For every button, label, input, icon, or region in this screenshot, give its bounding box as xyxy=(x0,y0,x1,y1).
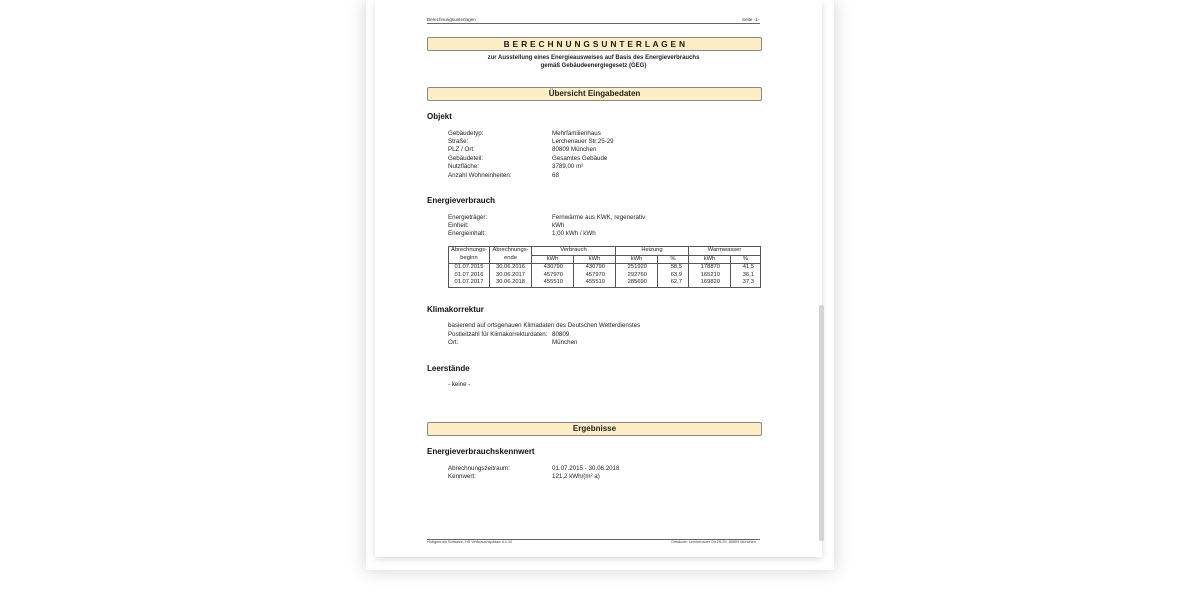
column-header: Warmwasser xyxy=(689,247,761,256)
field-value: 3789,00 m² xyxy=(552,163,584,170)
unit-cell: kWh xyxy=(574,255,616,264)
field-label: Nutzfläche: xyxy=(448,163,479,170)
field-label: Ort: xyxy=(448,339,459,346)
unit-cell: kWh xyxy=(689,255,731,264)
field-value: 68 xyxy=(552,172,559,179)
unit-cell: % xyxy=(731,255,761,264)
column-header: Verbrauch xyxy=(532,247,616,256)
table-cell: 01.07.2015 xyxy=(449,264,490,272)
field-label: Anzahl Wohneinheiten: xyxy=(448,172,512,179)
table-cell: 457970 xyxy=(574,272,616,280)
table-cell: 63,9 xyxy=(658,272,689,280)
table-cell: 430790 xyxy=(532,264,574,272)
column-header: ende xyxy=(490,255,532,264)
scrollbar-thumb[interactable] xyxy=(819,305,824,541)
field-label: Gebäudeteil: xyxy=(448,155,484,162)
subtitle-line-2: gemäß Gebäudeenergiegesetz (GEG) xyxy=(540,63,647,69)
section-objekt: Objekt xyxy=(427,112,452,121)
table-cell: 455510 xyxy=(574,279,616,287)
field-value: 80809 München xyxy=(552,146,597,153)
field-value: kWh xyxy=(552,222,565,229)
table-cell: 01.07.2017 xyxy=(449,279,490,287)
table-cell: 01.07.2016 xyxy=(449,272,490,280)
table-cell: 292760 xyxy=(616,272,658,280)
field-label: PLZ / Ort: xyxy=(448,146,475,153)
table-cell: 285690 xyxy=(616,279,658,287)
field-label: Gebäudetyp: xyxy=(448,130,484,137)
subtitle-line-1: zur Ausstellung eines Energieausweises auf Basis des Energieverbrauchs xyxy=(487,55,700,61)
table-row xyxy=(449,279,761,287)
table-cell: 36,1 xyxy=(731,272,761,280)
results-banner: Ergebnisse xyxy=(427,422,762,436)
field-value: Gesamtes Gebäude xyxy=(552,155,608,162)
header-left: Berechnungsunterlagen xyxy=(427,17,476,22)
field-label: Einheit: xyxy=(448,222,469,229)
field-value: 80809 xyxy=(552,331,570,338)
field-value: Lerchenauer Str.25-29 xyxy=(552,138,614,145)
consumption-table xyxy=(448,246,761,288)
document-title: B E R E C H N U N G S U N T E R L A G E N xyxy=(427,37,762,51)
field-label: Abrechnungszeitraum: xyxy=(448,465,510,472)
section-leerstaende: Leerstände xyxy=(427,364,470,373)
column-header: Heizung xyxy=(616,247,689,256)
unit-cell: % xyxy=(658,255,689,264)
table-cell: 457970 xyxy=(532,272,574,280)
table-unit-row xyxy=(449,255,761,264)
field-value: München xyxy=(552,339,578,346)
table-header-row xyxy=(449,247,761,256)
climate-note: basierend auf ortsgenauen Klimadaten des Deutschen Wetterdienstes xyxy=(448,322,641,329)
table-row xyxy=(449,264,761,272)
unit-cell: kWh xyxy=(616,255,658,264)
field-value: 01.07.2015 - 30.06.2018 xyxy=(552,465,620,472)
table-cell: 37,3 xyxy=(731,279,761,287)
field-value: 121,2 kWh/(m² a) xyxy=(552,473,600,480)
footer-right: Gebäude: Lerchenauer Str.25-29, 80809 München xyxy=(671,540,756,544)
table-cell: 30.06.2017 xyxy=(490,272,532,280)
table-cell: 430790 xyxy=(574,264,616,272)
table-cell: 62,7 xyxy=(658,279,689,287)
overview-banner: Übersicht Eingabedaten xyxy=(427,87,762,101)
column-header: beginn xyxy=(449,255,490,264)
field-label: Kennwert: xyxy=(448,473,476,480)
table-cell: 169820 xyxy=(689,279,731,287)
table-cell: 251920 xyxy=(616,264,658,272)
field-value: Mehrfamilienhaus xyxy=(552,130,601,137)
column-header: Abrechnungs- xyxy=(449,247,490,256)
header-rule xyxy=(427,23,760,24)
field-label: Energieinhalt: xyxy=(448,230,486,237)
section-energieverbrauch: Energieverbrauch xyxy=(427,196,496,205)
field-label: Energieträger: xyxy=(448,214,488,221)
table-cell: 30.06.2018 xyxy=(490,279,532,287)
field-label: Postleitzahl für Klimakorrekturdaten: xyxy=(448,331,548,338)
unit-cell: kWh xyxy=(532,255,574,264)
table-cell: 455510 xyxy=(532,279,574,287)
table-cell: 41,5 xyxy=(731,264,761,272)
field-label: Straße: xyxy=(448,138,469,145)
field-value: 1,00 kWh / kWh xyxy=(552,230,596,237)
section-kennwert: Energieverbrauchskennwert xyxy=(427,447,535,456)
table-cell: 58,5 xyxy=(658,264,689,272)
vacancy-value: - keine - xyxy=(448,381,471,388)
field-value: Fernwärme aus KWK, regenerativ xyxy=(552,214,646,221)
table-cell: 165210 xyxy=(689,272,731,280)
page-number: Seite -1- xyxy=(742,17,760,22)
table-cell: 178870 xyxy=(689,264,731,272)
footer-left: Hottgenroth Software, HS Verbrauchspässe 4.1.10 xyxy=(427,540,513,544)
table-row xyxy=(449,272,761,280)
column-header: Abrechnungs- xyxy=(490,247,532,256)
section-klimakorrektur: Klimakorrektur xyxy=(427,305,484,314)
table-cell: 30.06.2016 xyxy=(490,264,532,272)
